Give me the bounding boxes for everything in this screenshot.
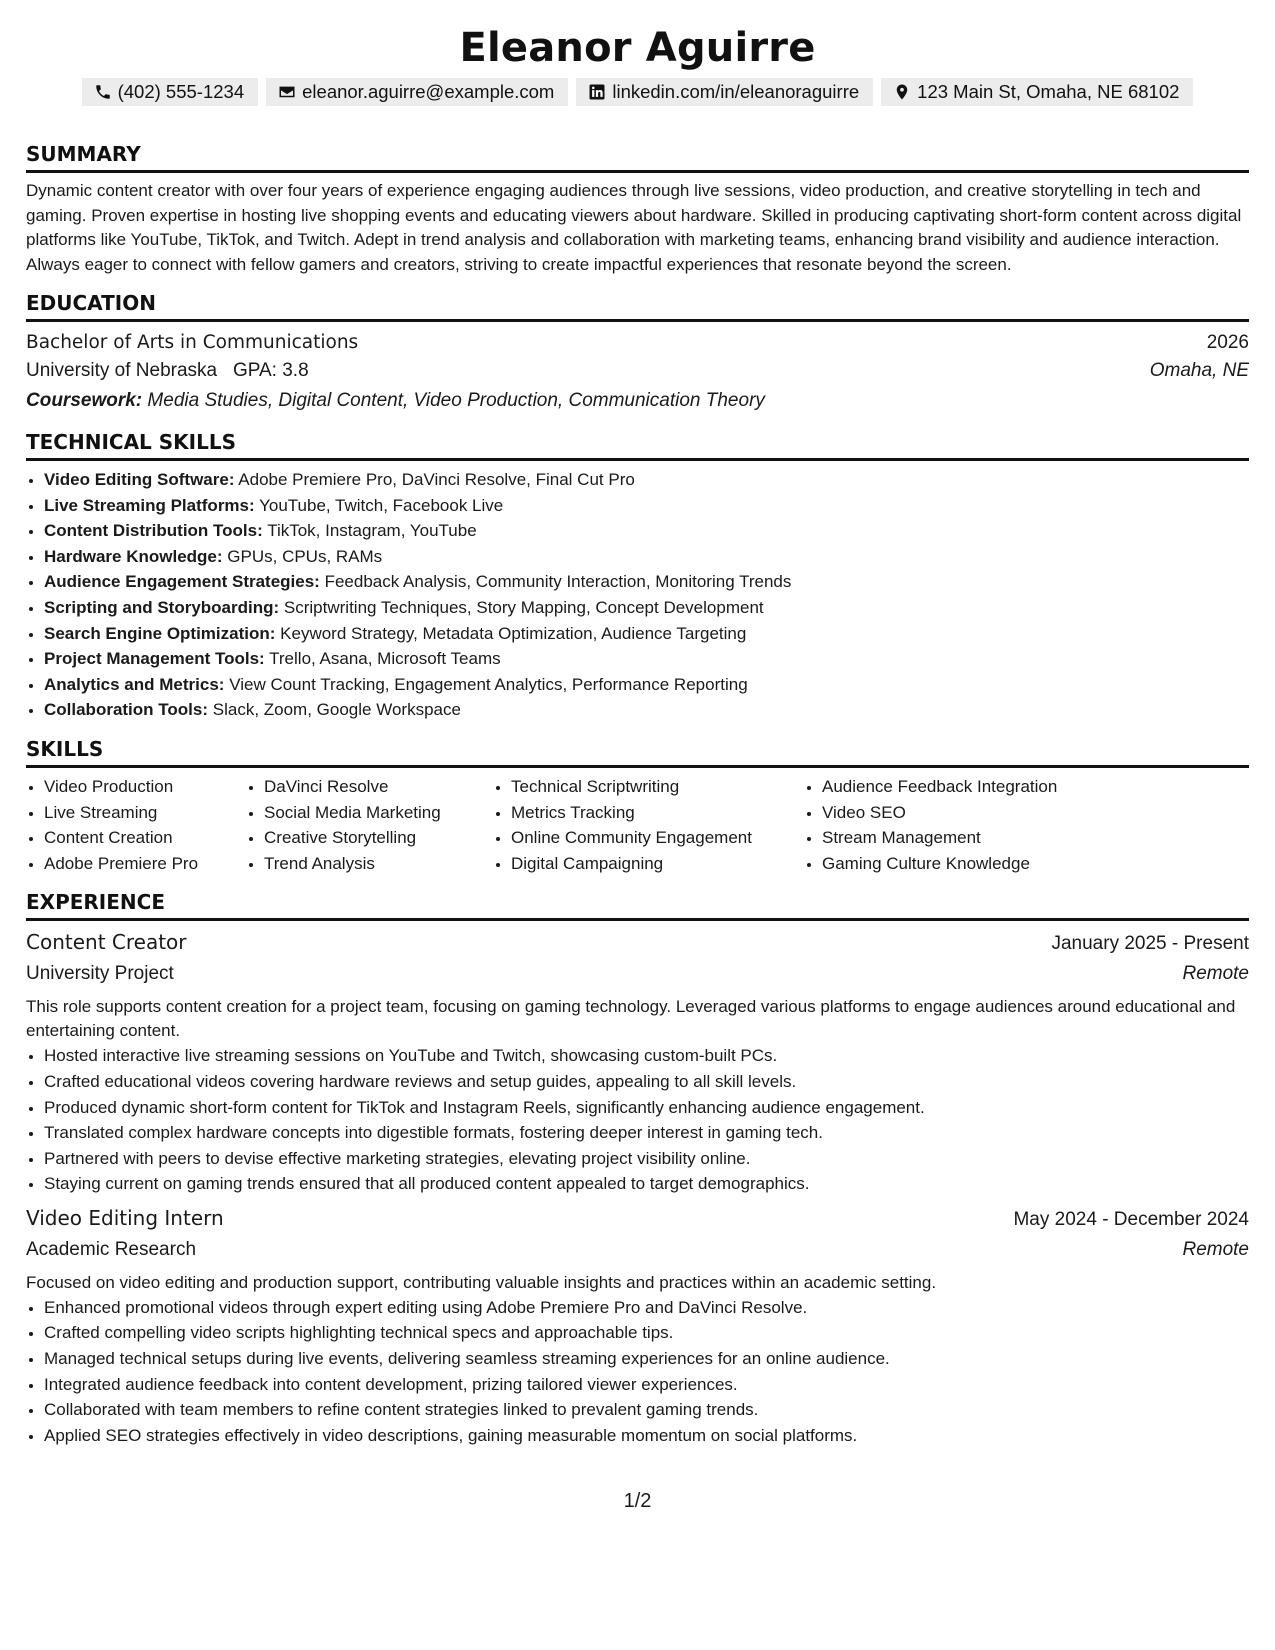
skill-value: Adobe Premiere Pro, DaVinci Resolve, Final Cut Pro	[238, 470, 635, 489]
job-org: Academic Research	[26, 1238, 197, 1260]
job-org-row	[26, 959, 1249, 989]
skill-value: Slack, Zoom, Google Workspace	[212, 700, 461, 720]
list-item: • DaVinci Resolve	[264, 774, 493, 800]
job-description: Focused on video editing and production support, contributing valuable insights and practices within an academic setting.	[26, 1272, 937, 1292]
list-item: • Staying current on gaming trends ensured that all produced content appealed to target demographics.	[44, 1171, 1249, 1197]
skill-label: Search Engine Optimization:	[44, 623, 276, 643]
job-location: Remote	[1182, 1238, 1249, 1260]
list-item: • Collaborated with team members to refine content strategies linked to prevalent gaming trends.	[44, 1397, 1249, 1423]
list-item: • Live Streaming	[44, 800, 246, 826]
skill-label: Project Management Tools:	[44, 649, 265, 669]
list-item: • Produced dynamic short-form content for TikTok and Instagram Reels, significantly enhancing audience engagement.	[44, 1095, 1249, 1121]
skill-label: Scripting and Storyboarding:	[44, 597, 280, 617]
technical-skills-list	[26, 467, 1249, 723]
job-bullets	[26, 1043, 1249, 1197]
coursework	[26, 386, 1249, 416]
list-item: • Stream Management	[822, 825, 1122, 851]
skill-label: Collaboration Tools:	[44, 700, 209, 720]
skill-value: Keyword Strategy, Metadata Optimization, Audience Targeting	[280, 623, 747, 643]
summary-heading: SUMMARY	[26, 142, 1249, 173]
skills-column-4	[804, 774, 1122, 876]
skill-label: Video Editing Software:	[44, 470, 235, 489]
school-name: University of Nebraska	[26, 360, 218, 381]
list-item: • Partnered with peers to devise effective marketing strategies, elevating project visibility online.	[44, 1146, 1249, 1172]
list-item: • Online Community Engagement	[511, 825, 804, 851]
list-item	[44, 672, 1249, 698]
skill-label: Analytics and Metrics:	[44, 674, 225, 694]
list-item	[44, 697, 1249, 723]
job-description: This role supports content creation for a project team, focusing on gaming technology. Leveraged various platforms to engage audiences around educational and entertaining content.	[26, 997, 1236, 1041]
list-item	[44, 467, 1249, 493]
skill-value: Scriptwriting Techniques, Story Mapping, Concept Development	[283, 597, 764, 617]
gpa: GPA: 3.8	[232, 360, 309, 381]
job-org-row	[26, 1235, 1249, 1265]
list-item	[44, 544, 1249, 570]
summary-section	[26, 142, 1249, 277]
job-entry	[26, 927, 1249, 1197]
skills-column-1	[26, 774, 246, 876]
list-item: • Applied SEO strategies effectively in video descriptions, gaining measurable momentum on social platforms.	[44, 1423, 1249, 1449]
skills-column-2	[246, 774, 493, 876]
list-item: • Video Production	[44, 774, 246, 800]
contact-email[interactable]	[266, 78, 568, 106]
list-item	[44, 493, 1249, 519]
list-item: • Metrics Tracking	[511, 800, 804, 826]
graduation-year: 2026	[1206, 332, 1249, 353]
skill-value: Trello, Asana, Microsoft Teams	[269, 649, 501, 669]
skill-label: Hardware Knowledge:	[44, 546, 223, 566]
map-pin-icon	[893, 83, 911, 101]
list-item: • Crafted educational videos covering hardware reviews and setup guides, appealing to all skill levels.	[44, 1069, 1249, 1095]
list-item: • Crafted compelling video scripts highlighting technical specs and approachable tips.	[44, 1320, 1249, 1346]
phone-icon	[94, 83, 112, 101]
list-item: • Content Creation	[44, 825, 246, 851]
job-bullets	[26, 1295, 1249, 1449]
contact-email-text: eleanor.aguirre@example.com	[302, 81, 555, 102]
job-org: University Project	[26, 963, 174, 985]
school-location: Omaha, NE	[1149, 360, 1249, 381]
job-dates: January 2025 - Present	[1051, 933, 1249, 955]
list-item: • Video SEO	[822, 800, 1122, 826]
degree-name: Bachelor of Arts in Communications	[26, 332, 359, 353]
list-item: • Gaming Culture Knowledge	[822, 851, 1122, 877]
contact-linkedin[interactable]	[576, 78, 873, 106]
list-item: • Translated complex hardware concepts into digestible formats, fostering deeper interest in gaming tech.	[44, 1120, 1249, 1146]
list-item	[44, 569, 1249, 595]
technical-skills-section	[26, 430, 1249, 723]
list-item: • Trend Analysis	[264, 851, 493, 877]
coursework-label: Coursework:	[26, 390, 143, 411]
list-item: • Adobe Premiere Pro	[44, 851, 246, 877]
job-dates: May 2024 - December 2024	[1013, 1208, 1249, 1230]
job-role: Content Creator	[26, 930, 187, 955]
list-item: • Audience Feedback Integration	[822, 774, 1122, 800]
list-item: • Digital Campaigning	[511, 851, 804, 877]
list-item: • Technical Scriptwriting	[511, 774, 804, 800]
list-item: • Integrated audience feedback into content development, prizing tailored viewer experiences.	[44, 1372, 1249, 1398]
education-degree-row	[26, 330, 1249, 356]
skills-grid	[26, 774, 1249, 876]
envelope-icon	[278, 83, 296, 101]
list-item	[44, 646, 1249, 672]
skill-value: YouTube, Twitch, Facebook Live	[259, 495, 504, 515]
education-section	[26, 291, 1249, 416]
summary-text: Dynamic content creator with over four years of experience engaging audiences through live sessions, video production, and creative storytelling in tech and gaming. Proven expertise in hosting live shopping events and educating viewers about hardware. Skilled in producing captivating short-form content across digital platforms like YouTube, TikTok, and Twitch. Adept in trend analysis and collaboration with marketing teams, enhancing brand visibility and audience interaction. Always eager to connect with fellow gamers and creators, striving to create impactful experiences that resonate beyond the screen.	[26, 181, 1242, 274]
education-heading: EDUCATION	[26, 291, 1249, 322]
contact-phone-text: (402) 555-1234	[117, 81, 245, 102]
school-info	[26, 356, 309, 386]
linkedin-icon	[588, 83, 606, 101]
skill-value: View Count Tracking, Engagement Analytics, Performance Reporting	[229, 674, 748, 694]
list-item: • Managed technical setups during live events, delivering seamless streaming experiences for an online audience.	[44, 1346, 1249, 1372]
contact-address	[881, 78, 1193, 106]
skills-heading: SKILLS	[26, 737, 1249, 768]
list-item: • Social Media Marketing	[264, 800, 493, 826]
skill-label: Content Distribution Tools:	[44, 521, 263, 541]
list-item	[44, 595, 1249, 621]
skill-label: Audience Engagement Strategies:	[44, 572, 320, 592]
page-number: 1/2	[623, 1490, 652, 1512]
contact-bar	[26, 78, 1249, 106]
skill-label: Live Streaming Platforms:	[44, 495, 255, 515]
list-item: • Enhanced promotional videos through expert editing using Adobe Premiere Pro and DaVinci Resolve.	[44, 1295, 1249, 1321]
job-role: Video Editing Intern	[26, 1205, 224, 1230]
contact-phone	[82, 78, 259, 106]
experience-heading: EXPERIENCE	[26, 890, 1249, 921]
job-title-row	[26, 927, 1249, 959]
skill-value: TikTok, Instagram, YouTube	[267, 521, 477, 541]
technical-skills-heading: TECHNICAL SKILLS	[26, 430, 1249, 461]
skills-column-3	[493, 774, 804, 876]
list-item: • Creative Storytelling	[264, 825, 493, 851]
list-item	[44, 621, 1249, 647]
list-item: • Hosted interactive live streaming sessions on YouTube and Twitch, showcasing custom-built PCs.	[44, 1043, 1249, 1069]
candidate-name: Eleanor Aguirre	[459, 25, 816, 71]
job-entry	[26, 1203, 1249, 1449]
list-item	[44, 518, 1249, 544]
job-title-row	[26, 1203, 1249, 1235]
coursework-list: Media Studies, Digital Content, Video Production, Communication Theory	[147, 390, 765, 411]
contact-address-text: 123 Main St, Omaha, NE 68102	[917, 81, 1180, 102]
skill-value: GPUs, CPUs, RAMs	[227, 546, 383, 566]
skill-value: Feedback Analysis, Community Interaction, Monitoring Trends	[324, 572, 792, 592]
skills-section	[26, 737, 1249, 876]
contact-linkedin-text: linkedin.com/in/eleanoraguirre	[612, 81, 860, 102]
experience-section	[26, 890, 1249, 1448]
education-school-row	[26, 356, 1249, 386]
job-location: Remote	[1182, 963, 1249, 985]
